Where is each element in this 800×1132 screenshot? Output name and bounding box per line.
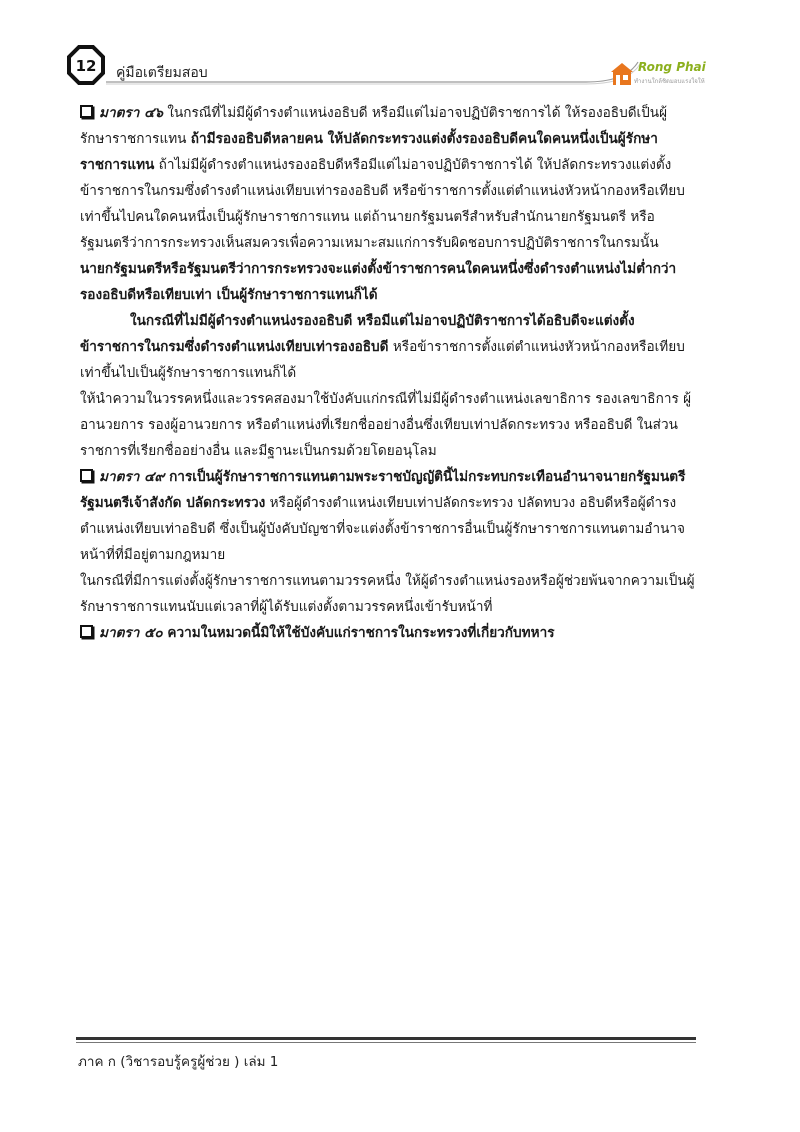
checkbox-bullet-icon bbox=[80, 625, 93, 638]
paragraph-section-46-third: ให้นำความในวรรคหนึ่งและวรรคสองมาใช้บังคับแก่กรณีที่ไม่มีผู้ดำรงตำแหน่งเลขาธิการ รองเลขาธิการ ผู้อานวยการ รองผู้อานวยการ หรือตำแหน่งที่เรียกชื่ออย่างอื่นซึ่งเทียบเท่าปลัดกระทรวง หรืออธิบดี ในส่วนราชการที่เรียกชื่ออย่างอื่น และมีฐานะเป็นกรมด้วยโดยอนุโลม bbox=[80, 391, 692, 459]
document-body bbox=[80, 100, 696, 646]
logo-tagline: ทำงานใกล้ชิดมอบแรงใจให้ bbox=[634, 78, 705, 85]
paragraph-bold-text: ความในหมวดนี้มิให้ใช้บังคับแก่ราชการในกระทรวงที่เกี่ยวกับทหาร bbox=[162, 625, 555, 641]
rong-phai-logo bbox=[610, 58, 706, 92]
paragraph-bold-text: ในกรณีที่ไม่มีผู้ดำรงตำแหน่งรองอธิบดี หรือมีแต่ไม่อาจปฏิบัติราชการได้อธิบดีจะแต่งตั้งข้าราชการในกรมซึ่งดำรงตำแหน่งเทียบเท่ารองอธิบดี bbox=[80, 313, 635, 355]
header-title: คู่มือเตรียมสอบ bbox=[116, 65, 208, 81]
paragraph-bold-text: การเป็นผู้รักษาราชการแทนตามพระราชบัญญัตินี้ไม่กระทบกระเทือนอำนาจนายกรัฐมนตรี รัฐมนตรีเจ้าสังกัด ปลัดกระทรวง bbox=[80, 469, 686, 511]
paragraph-bold-text: ถ้ามีรองอธิบดีหลายคน ให้ปลัดกระทรวงแต่งตั้งรองอธิบดีคนใดคนหนึ่งเป็นผู้รักษาราชการแทน bbox=[80, 131, 658, 173]
paragraph-text: หรือผู้ดำรงตำแหน่งเทียบเท่าปลัดกระทรวง ปลัดทบวง อธิบดีหรือผู้ดำรงตำแหน่งเทียบเท่าอธิบดี ซึ่งเป็นผู้บังคับบัญชาที่จะแต่งตั้งข้าราชการอื่นเป็นผู้รักษาราชการแทนตามอำนาจหน้าที่ที่มีอยู่ตามกฎหมาย bbox=[80, 495, 685, 563]
section-label: มาตรา ๔๖ bbox=[99, 105, 164, 121]
paragraph-text: ถ้าไม่มีผู้ดำรงตำแหน่งรองอธิบดีหรือมีแต่ไม่อาจปฏิบัติราชการได้ ให้ปลัดกระทรวงแต่งตั้งข้าราชการในกรมซึ่งดำรงตำแหน่งเทียบเท่ารองอธิบดี หรือข้าราชการตั้งแต่ตำแหน่งหัวหน้ากองหรือเทียบเท่าขึ้นไปคนใดคนหนึ่งเป็นผู้รักษาราชการแทน แต่ถ้านายกรัฐมนตรีสำหรับสำนักนายกรัฐมนตรี หรือรัฐมนตรีว่าการกระทรวงเห็นสมควรเพื่อความเหมาะสมแก่การรับผิดชอบการปฏิบัติราชการในกรมนั้น bbox=[80, 157, 685, 251]
paragraph-bold-text: นายกรัฐมนตรีหรือรัฐมนตรีว่าการกระทรวงจะแต่งตั้งข้าราชการคนใดคนหนึ่งซึ่งดำรงตำแหน่งไม่ต่ำกว่ารองอธิบดีหรือเทียบเท่า เป็นผู้รักษาราชการแทนก็ได้ bbox=[80, 261, 677, 303]
checkbox-bullet-icon bbox=[80, 469, 93, 482]
logo-text: Rong Phai bbox=[638, 60, 706, 74]
section-label: มาตรา ๕๐ bbox=[99, 625, 163, 641]
footer-divider bbox=[76, 1037, 696, 1040]
paragraph-section-46-second bbox=[80, 308, 696, 386]
paragraph-text: หรือข้าราชการตั้งแต่ตำแหน่งหัวหน้ากองหรือเทียบเท่าขึ้นไปเป็นผู้รักษาราชการแทนก็ได้ bbox=[80, 339, 685, 381]
paragraph-section-49 bbox=[80, 464, 696, 568]
checkbox-bullet-icon bbox=[80, 105, 93, 118]
house-icon bbox=[610, 62, 634, 86]
page-header bbox=[66, 44, 706, 92]
section-label: มาตรา ๔๙ bbox=[99, 469, 165, 485]
paragraph-text: ในกรณีที่ไม่มีผู้ดำรงตำแหน่งอธิบดี หรือมีแต่ไม่อาจปฏิบัติราชการได้ ให้รองอธิบดีเป็นผู้รักษาราชการแทน bbox=[80, 105, 668, 147]
footer-text: ภาค ก (วิชารอบรู้ครูผู้ช่วย ) เล่ม 1 bbox=[78, 1054, 279, 1070]
paragraph-section-49-second: ในกรณีที่มีการแต่งตั้งผู้รักษาราชการแทนตามวรรคหนึ่ง ให้ผู้ดำรงตำแหน่งรองหรือผู้ช่วยพ้นจากความเป็นผู้รักษาราชการแทนนับแต่เวลาที่ผู้ได้รับแต่งตั้งตามวรรคหนึ่งเข้ารับหน้าที่ bbox=[80, 573, 695, 615]
paragraph-section-46 bbox=[80, 100, 696, 308]
page-number: 12 bbox=[75, 57, 97, 75]
paragraph-section-50 bbox=[80, 620, 696, 646]
footer-divider-thin bbox=[76, 1042, 696, 1043]
